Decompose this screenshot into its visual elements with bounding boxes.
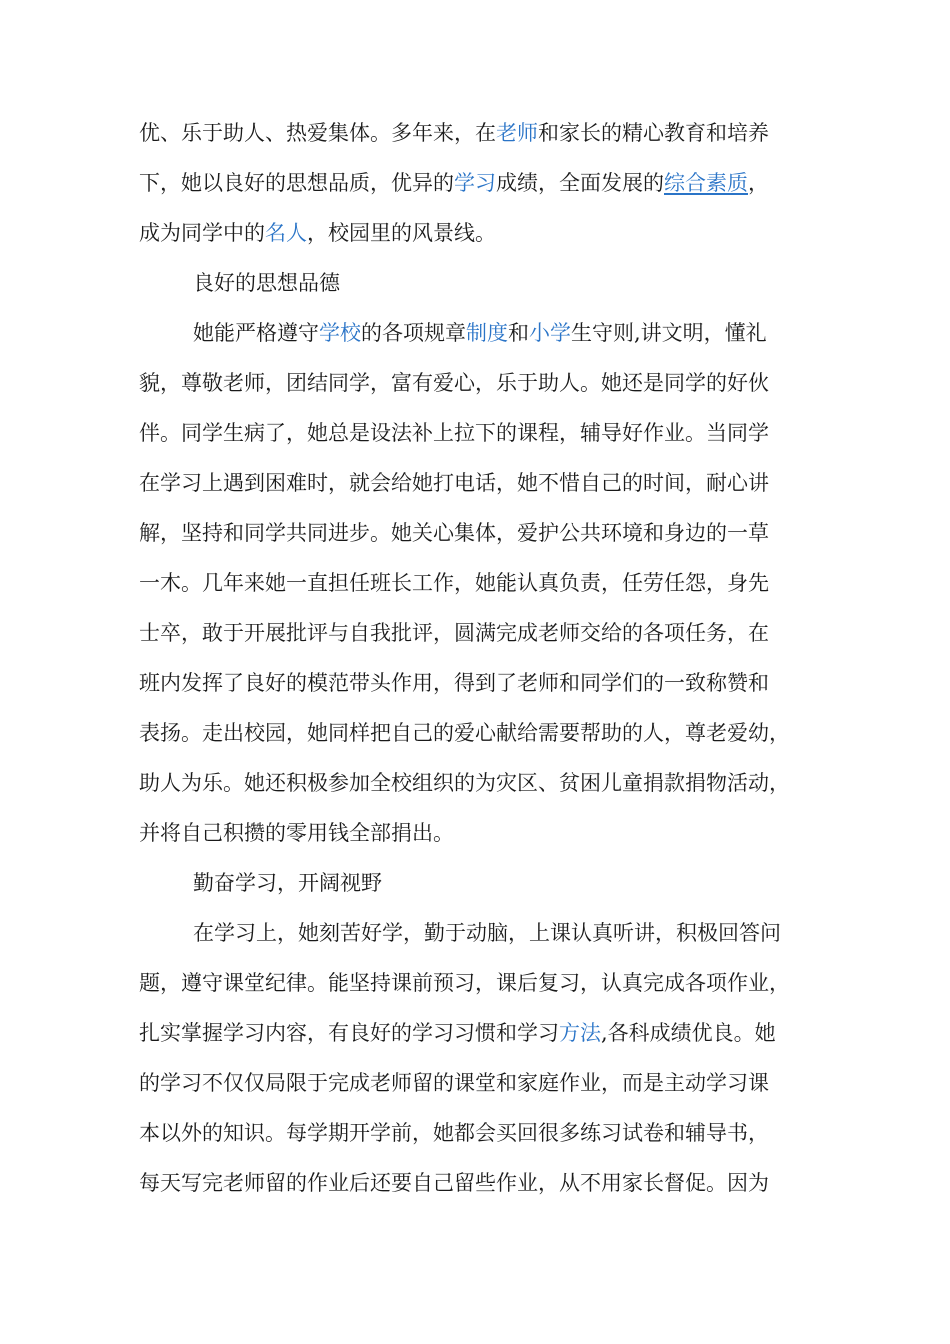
text-run: 一木。几年来她一直担任班长工作，她能认真负责，任劳任怨，身先 (139, 571, 769, 595)
text-run: ，校园里的风景线。 (307, 221, 496, 245)
paragraph-line (139, 1118, 839, 1148)
paragraph-line (139, 618, 839, 648)
text-run: 在学习上遇到困难时，就会给她打电话，她不惜自己的时间，耐心讲 (139, 471, 769, 495)
paragraph-line (139, 168, 839, 198)
inline-link[interactable]: 名人 (265, 221, 307, 245)
text-run: 貌，尊敬老师，团结同学，富有爱心，乐于助人。她还是同学的好伙 (139, 371, 769, 395)
text-run: 她能严格遵守 (193, 321, 319, 345)
paragraph-line (139, 818, 839, 848)
text-run: 表扬。走出校园，她同样把自己的爱心献给需要帮助的人，尊老爱幼， (139, 721, 790, 745)
text-run: 伴。同学生病了，她总是设法补上拉下的课程，辅导好作业。当同学 (139, 421, 769, 445)
text-run: 和家长的精心教育和培养 (538, 121, 769, 145)
text-run: 并将自己积攒的零用钱全部捐出。 (139, 821, 454, 845)
paragraph-line (139, 668, 839, 698)
paragraph-line (139, 968, 839, 998)
inline-link[interactable]: 制度 (466, 321, 508, 345)
paragraph-line (139, 1168, 839, 1198)
text-run: 助人为乐。她还积极参加全校组织的为灾区、贫困儿童捐款捐物活动， (139, 771, 790, 795)
paragraph-line (139, 568, 839, 598)
paragraph-line (139, 1068, 839, 1098)
paragraph-line (139, 118, 839, 148)
text-run: 的各项规章 (361, 321, 466, 345)
paragraph-line (139, 518, 839, 548)
text-run: 优、乐于助人、热爱集体。多年来，在 (139, 121, 496, 145)
text-run: 的学习不仅仅局限于完成老师留的课堂和家庭作业，而是主动学习课 (139, 1071, 769, 1095)
paragraph-line (139, 368, 839, 398)
text-run: 题，遵守课堂纪律。能坚持课前预习，课后复习，认真完成各项作业， (139, 971, 790, 995)
paragraph-line (139, 218, 839, 248)
inline-link[interactable]: 学习 (454, 171, 496, 195)
inline-link[interactable]: 小学 (529, 321, 571, 345)
inline-link[interactable]: 学校 (319, 321, 361, 345)
text-run: 每天写完老师留的作业后还要自己留些作业，从不用家长督促。因为 (139, 1171, 769, 1195)
text-run: 生守则,讲文明，懂礼 (571, 321, 767, 345)
text-run: 扎实掌握学习内容，有良好的学习习惯和学习 (139, 1021, 559, 1045)
text-run: 成为同学中的 (139, 221, 265, 245)
text-run: ,各科成绩优良。她 (601, 1021, 776, 1045)
section-heading (193, 268, 893, 298)
text-run: 班内发挥了良好的模范带头作用，得到了老师和同学们的一致称赞和 (139, 671, 769, 695)
paragraph-line (139, 418, 839, 448)
inline-link[interactable]: 综合素质 (664, 171, 748, 195)
text-run: 解，坚持和同学共同进步。她关心集体，爱护公共环境和身边的一草 (139, 521, 769, 545)
text-run: 和 (508, 321, 529, 345)
text-run: 士卒，敢于开展批评与自我批评，圆满完成老师交给的各项任务，在 (139, 621, 769, 645)
text-run: 勤奋学习，开阔视野 (193, 871, 382, 895)
text-run: 下，她以良好的思想品质，优异的 (139, 171, 454, 195)
inline-link[interactable]: 方法 (559, 1021, 601, 1045)
text-run: 在学习上，她刻苦好学，勤于动脑，上课认真听讲，积极回答问 (193, 921, 781, 945)
text-run: 良好的思想品德 (193, 271, 340, 295)
paragraph-line (139, 768, 839, 798)
paragraph-line (139, 718, 839, 748)
paragraph-line (139, 1018, 839, 1048)
text-run: 本以外的知识。每学期开学前，她都会买回很多练习试卷和辅导书， (139, 1121, 769, 1145)
paragraph-line (193, 318, 893, 348)
inline-link[interactable]: 老师 (496, 121, 538, 145)
paragraph-line (139, 468, 839, 498)
text-run: 成绩，全面发展的 (496, 171, 664, 195)
paragraph-line (193, 918, 893, 948)
text-run: ， (748, 171, 769, 195)
section-heading (193, 868, 893, 898)
